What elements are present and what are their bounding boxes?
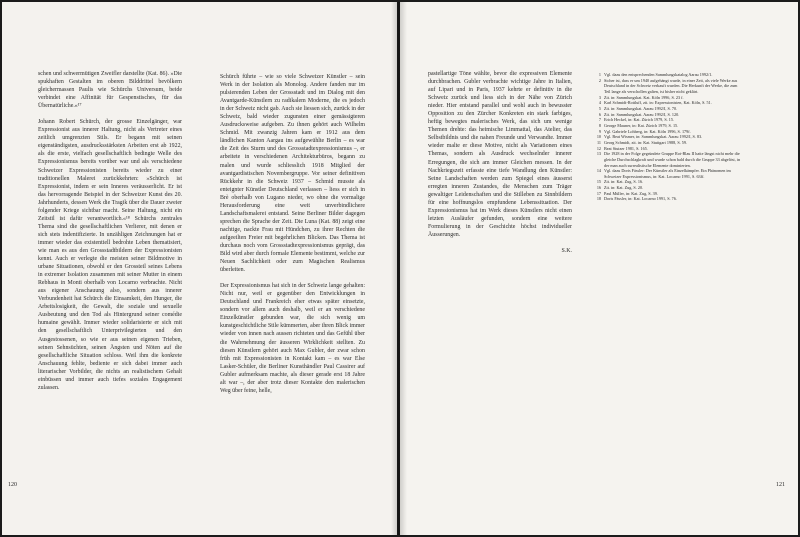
footnote-item bbox=[592, 168, 744, 179]
footnote-number: 2 bbox=[598, 77, 601, 83]
left-page-column-2 bbox=[220, 73, 365, 403]
footnote-number: 10 bbox=[596, 134, 601, 140]
footnote-item bbox=[592, 78, 744, 95]
footnote-number: 4 bbox=[598, 100, 601, 106]
footnote-text: Zit. in: Sammlungskat. Kat. Köln 1996, S. 23 f. bbox=[604, 94, 684, 100]
paragraph: Schürch führte – wie so viele Schweizer Künstler – sein Werk in der Isolation als Monolog. Andere fanden nur im pulsierenden Leben der Grossstadt und im Dialog mit den Avantgarde-Künstlern zu radikalem Moderne, die es jedoch in der Schweiz nicht gab. Auch sie liessen sich, zurück in der Schweiz, bald wieder zugunsten einer gemässigteren Ausdrucksweise aufgeben. Zu ihnen gehört auch Wilhelm Schmid. Mit zwanzig Jahren kam er 1912 aus dem ländlichen Kanton Aargau ins aufgewühlte Berlin – es war die Zeit des Sturm und des Grossstadtexpressionismus –, er arbeitete in verschiedenen Architekturbüros, begann zu malen und wurde schliesslich 1918 Mitglied der avantgardistischen Novembergruppe. Vor seiner definitiven Rückkehr in die Schweiz 1937 – Schmid musste als enteignter Künstler Deutschland verlassen – liess er sich in Brè oberhalb von Lugano nieder, wo ohne die vormalige Herausforderung eine weit unverbindlichere Landschaftsmalerei entstand. Seine Berliner Bilder dagegen sprechen die Sprache der Zeit. Die Luna (Kat. 88) zeigt eine nachtige, nackte Frau mit Hündchen, zu ihrer Rechten die aufgeeilten Freier mit begehrlichen Blicken. Das Thema ist durchaus noch vom Grossstadtexpressionismus geprägt, das Bild wird aber durch formale Elemente bestimmt, welche zur Neuen Sachlichkeit oder zum Magischen Realismus überleiten. bbox=[220, 74, 365, 274]
footnote-text: Erich Heckel, in: Kat. Zürich 1979, S. 15. bbox=[604, 117, 675, 123]
paragraph: pastellartige Töne wählte, bevor die expressiven Elemente durchbrachen. Gubler verbrachte wichtige Jahre in Italien, auf Lipari und in Paris, 1937 kehrte er definitiv in die Schweiz zurück und liess sich in der Nähe von Zürich nieder. Hier entstand parallel und wohl auch in bewusster Opposition zu den Zürcher Konkreten ein stark farbiges, heftig bewegtes malerisches Werk, das sich um wenige Themen drehte: das heimische Limmattal, das Atelier, das Selbstbildnis und die nahen Freunde und Verwandte. Immer wieder malte er diese Motive, nicht als Variationen eines Themas, sondern als Ausdruck wechselnder innerer Erregungen, die sich am immer Gleichen messen. In der Nachkriegszeit erfasste eine tiefe Wandlung den Künstler: Seine Landschaften werden zum Spiegel eines äusserst erregten inneren Zustandes, die Menschen zum Träger gewaltiger Leidenschaften und die Stilleben zu Sinnbildern für eine hoffnungslos empfundene Lebenssituation. Der Expressionismus hat im Werk dieses Künstlers nicht einen letzten Ausläufer gefunden, sondern eine weitere Formulierung in der Geschichte höchst individueller Äusserungen. bbox=[428, 71, 572, 238]
page-number-right: 121 bbox=[776, 482, 785, 488]
footnote-number: 3 bbox=[598, 94, 601, 100]
author-signature: S.K. bbox=[561, 247, 572, 254]
footnote-text: Zit. in: Sammlungskat. Aarau 1992/I, S. 120. bbox=[604, 111, 680, 117]
footnote-text: Vgl. Beat Wismer, in: Sammlungskat. Aarau 1992/I, S. 83. bbox=[604, 134, 703, 140]
footnote-number: 6 bbox=[598, 111, 601, 117]
footnote-number: 5 bbox=[598, 105, 601, 111]
footnote-text: Zit. in: Kat. Zug, S. 20. bbox=[604, 185, 644, 191]
footnote-number: 12 bbox=[596, 145, 601, 151]
footnote-number: 16 bbox=[596, 185, 601, 191]
footnote-number: 17 bbox=[596, 190, 601, 196]
footnote-text: Die 1928 in der Folge gegründete Gruppe Rot-Blau II hatte längst nicht mehr die gleiche Durchschlagkraft und wurde schon bald durch die Gruppe 33 abgelöst, in der man auch surrealistische Elemente dominierten. bbox=[604, 151, 741, 168]
right-page bbox=[400, 2, 798, 535]
footnote-text: Paul Müller, in: Kat. Zug, S. 39. bbox=[604, 190, 658, 196]
paragraph: schen und schwermütigen Zweifler darstellte (Kat. 86). »Die spukhaften Gestalten im oberen Bilddrittel bevölkern gleichermassen Paulis wie Schürchs Universum, beide verbindet eine Affinität für Gespenstisches, für das Übernatürliche.«¹⁷ bbox=[38, 71, 182, 110]
paragraph: Johann Robert Schürch, der grosse Einzelgänger, war Expressionist aus innerer Haltung, nicht als Vertreter eines zeitlich umgrenzten Stils. Er begann mit seinen eigenständigsten, ausdrucksstärksten Arbeiten erst ab 1922, als die erste, vielfach gesellschaftlich bedingte Welle des Expressionismus bereits vorüber war und als verschiedene Schweizer Expressionisten bereits wieder zu einer traditionellen Malerei zurückkehrten: »Schürch ist Expressionist, indem er sein Inneres veräusserlicht. Er ist das hervorragende Beispiel in der Schweizer Kunst des 20. Jahrhunderts, dessen Werk die Tragik über die Dauer zweier folgender Kriege sichtbar macht. Seine Haltung, nicht ein Zeitstil ist dafür verantwortlich.«¹⁸ Schürchs zentrales Thema sind die gesellschaftlichen Verlierer, mit denen er sich stets indentifizierte. In unzähligen Zeichnungen hat er immer wieder das existentiell bedrohte Leben thematisiert, wie man es aus den Grossstadtbildern der Expressionisten kennt. Auch er verlegte die meisten seiner Bildmotive in urbane Situationen, obwohl er den Grossteil seines Lebens in extremer Isolation zusammen mit seiner Mutter in einem Rebhaus in Monti oberhalb von Locarno verbrachte. Nicht aus eigener Anschauung also, sondern aus innerer Verbundenheit hat Schürch die Einsamkeit, den Hunger, die Arbeitslosigkeit, die Gewalt, die soziale und sexuelle Ausbeutung und den Tod als Hintergrund seiner comédie humaine gewählt. Immer wieder solidarisierte er sich mit den gesellschaftlich Unterprivilegierten und den Ausgestossenen, so wie er aus seinen eigenen Trieben, seinen Sehnsüchten, seinen Ängsten und Nöten auf die gesellschaftliche Situation schloss. Weil ihm die konkrete Anschauung fehlte, bediente er sich dabei immer auch literarischer Vorbilder, die nichts an realistischem Gehalt einbüssen und immer auch tiefes soziales Engagement zulassen. bbox=[38, 119, 182, 391]
footnotes bbox=[592, 72, 744, 202]
left-page bbox=[2, 2, 397, 535]
footnote-number: 14 bbox=[596, 168, 601, 174]
page-number-left: 120 bbox=[8, 482, 17, 488]
footnote-number: 11 bbox=[596, 139, 601, 145]
footnote-item bbox=[592, 196, 744, 202]
footnote-number: 7 bbox=[598, 117, 601, 123]
footnote-number: 8 bbox=[598, 122, 601, 128]
footnote-item bbox=[592, 151, 744, 168]
footnote-number: 13 bbox=[596, 151, 601, 157]
footnote-text: Karl Schmidt-Rottluff, zit. in: Expressionisten, Kat. Köln, S. 51. bbox=[604, 100, 712, 106]
book-gutter bbox=[391, 2, 407, 535]
footnote-number: 1 bbox=[598, 72, 601, 77]
footnote-number: 15 bbox=[596, 179, 601, 185]
footnote-text: Zit. in: Sammlungskat. Aarau 1992/I, S. 70. bbox=[604, 105, 678, 111]
paragraph: Der Expressionismus hat sich in der Schweiz lange gehalten: Nicht nur, weil er gegenüber den Entwicklungen in Deutschland und Frankreich eher etwas später einsetzte, sondern vor allem auch deshalb, weil er an verschiedene Einzelkünstler gebunden war, die sich wenig um kunstgeschichtliche Stile kümmerten, aber ihren Blick immer wieder von innen nach aussen richteten und das Gefühl über die Wahrnehmung der äusseren Wirklichkeit stellten. Zu diesen Künstlern gehört auch Max Gubler, der zwar schon früh mit Expressionisten in Kontakt kam – es war Else Lasker-Schüler, die Berliner Kunsthändler Paul Cassirer auf Gubler aufmerksam machte, als dieser gerade erst 18 Jahre alt war –, der aber trotz dieser Kontakte den malerischen Weg über feine, helle, bbox=[220, 283, 365, 394]
right-page-column-1 bbox=[428, 70, 572, 255]
footnote-number: 18 bbox=[596, 196, 601, 202]
footnote-list bbox=[592, 72, 744, 202]
footnote-text: George Mauner, in: Kat. Zürich 1979, S. 15. bbox=[604, 122, 679, 128]
footnote-text: Vgl. dazu Doris Fässler: Der Künstler als Einzelkämpfer. Ein Phänomen im Schweizer Expressionismus, in: Kat. Locarno 1991, S. 63ff. bbox=[604, 168, 731, 179]
left-page-column-1 bbox=[38, 70, 182, 400]
footnote-text: Vgl. dazu den entsprechenden Sammlungskatalog Aarau 1992/1. bbox=[604, 72, 713, 77]
footnote-text: Doris Fässler, in: Kat. Locarno 1991, S. 76. bbox=[604, 196, 677, 202]
footnote-text: Georg Schmidt, zit. in: Kat. Stuttgart 1988, S. 59. bbox=[604, 139, 687, 145]
footnote-text: Beat Stutzer 1981, S. 165. bbox=[604, 145, 648, 151]
footnote-number: 9 bbox=[598, 128, 601, 134]
footnote-text: Sicher ist, dass er um 1940 aufgehängt wurde, in einer Zeit, als viele Werke aus Deutschland in der Schweiz verkauft wurden. Die Herkunft der Werke, die zum Teil lange als verschollen galten, ist bisher nicht geklärt. bbox=[604, 77, 738, 94]
footnote-text: Zit. in: Kat. Zug, S. 16. bbox=[604, 179, 644, 185]
footnote-text: Vgl. Gabriele Lohberg, in: Kat. Köln 1996, S. 179f. bbox=[604, 128, 691, 134]
